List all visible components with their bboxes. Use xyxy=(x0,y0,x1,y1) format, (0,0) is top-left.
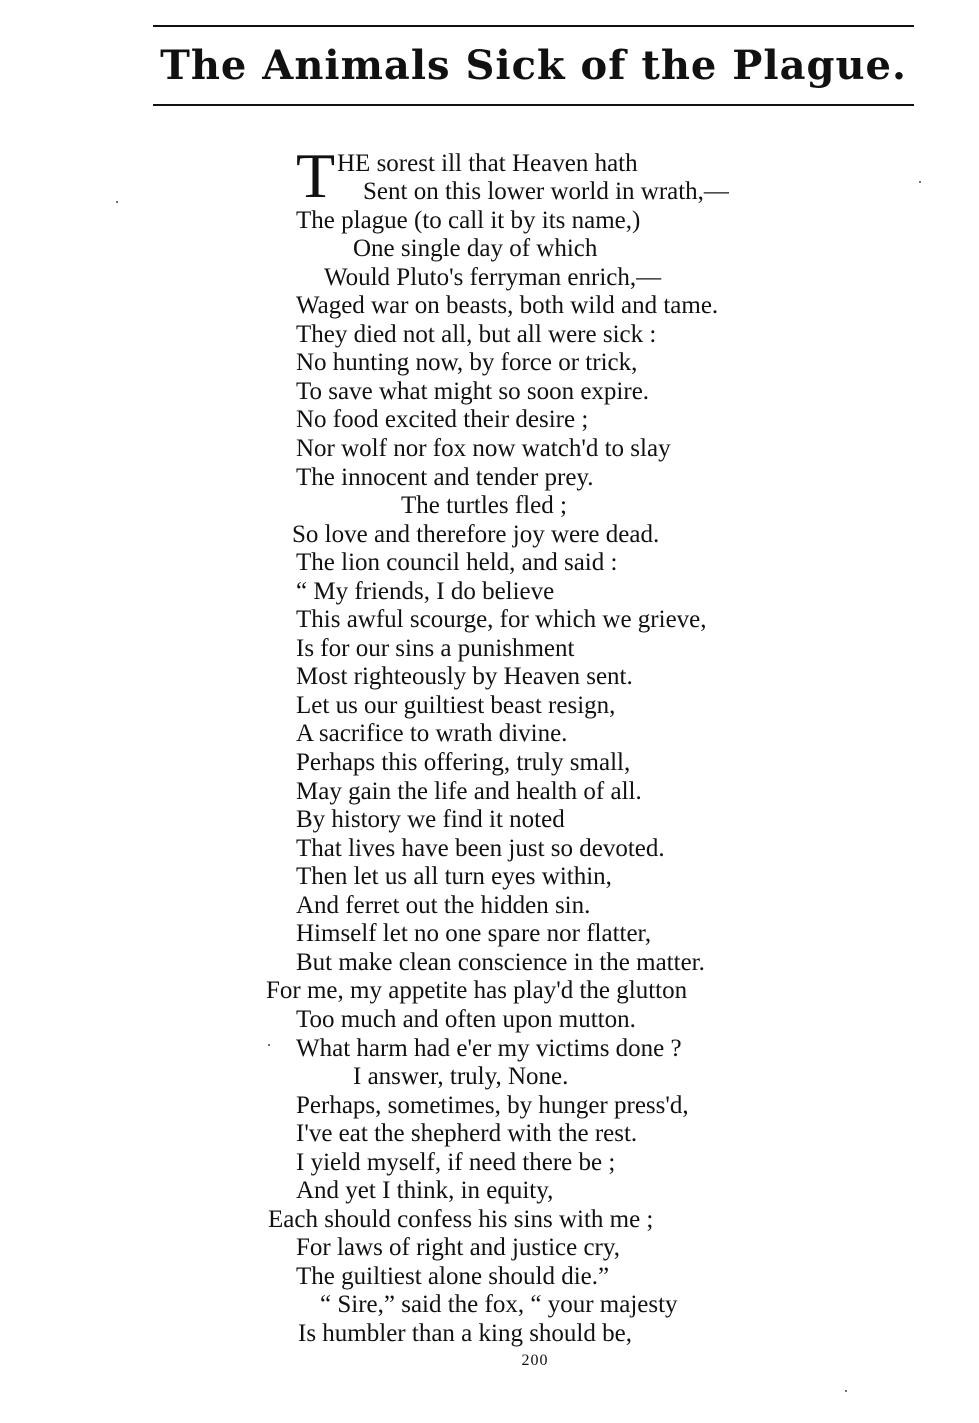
poem-line: “ Sire,” said the fox, “ your majesty xyxy=(320,1291,678,1319)
poem-line: And ferret out the hidden sin. xyxy=(296,891,591,919)
poem-line: Waged war on beasts, both wild and tame. xyxy=(296,292,719,320)
poem-line: Nor wolf nor fox now watch'd to slay xyxy=(296,434,671,462)
poem-line: For laws of right and justice cry, xyxy=(296,1234,620,1262)
poem-line: To save what might so soon expire. xyxy=(296,377,650,405)
poem-line: Let us our guiltiest beast resign, xyxy=(296,691,616,719)
poem-line: The turtles fled ; xyxy=(401,492,567,520)
poem-line: So love and therefore joy were dead. xyxy=(292,520,660,548)
poem-line: Perhaps, sometimes, by hunger press'd, xyxy=(296,1091,689,1119)
poem-line: The lion council held, and said : xyxy=(296,549,618,577)
page-number: 200 xyxy=(521,1352,549,1369)
poem-line: No hunting now, by force or trick, xyxy=(296,349,638,377)
poem-line: Is humbler than a king should be, xyxy=(298,1320,632,1347)
poem-line: They died not all, but all were sick : xyxy=(296,320,657,348)
page-title: The Animals Sick of the Plague. xyxy=(160,42,907,89)
scan-speck xyxy=(116,201,118,203)
poem-line: What harm had e'er my victims done ? xyxy=(296,1034,682,1062)
poem-line: Himself let no one spare nor flatter, xyxy=(296,920,652,948)
poem-line: “ My friends, I do believe xyxy=(296,577,555,605)
poem-line: Then let us all turn eyes within, xyxy=(296,863,612,891)
poem-line: I answer, truly, None. xyxy=(353,1063,569,1091)
scan-speck xyxy=(268,1044,270,1046)
poem-line: And yet I think, in equity, xyxy=(296,1177,554,1205)
poem-line: A sacrifice to wrath divine. xyxy=(296,720,568,748)
top-rule xyxy=(153,25,914,27)
poem-line: May gain the life and health of all. xyxy=(296,777,642,805)
poem-line: That lives have been just so devoted. xyxy=(296,834,665,862)
poem-line: Perhaps this offering, truly small, xyxy=(296,749,631,776)
poem-line: For me, my appetite has play'd the glutton xyxy=(266,977,688,1005)
bottom-rule xyxy=(153,104,914,106)
poem-line: Most righteously by Heaven sent. xyxy=(296,663,633,691)
poem-line: This awful scourge, for which we grieve, xyxy=(296,606,707,634)
poem-line: Too much and often upon mutton. xyxy=(296,1005,636,1033)
poem-line: Is for our sins a punishment xyxy=(296,634,575,662)
poem-line: The innocent and tender prey. xyxy=(296,463,594,491)
scan-speck xyxy=(845,1390,847,1392)
poem-line: By history we find it noted xyxy=(296,806,565,834)
poem-line: The guiltiest alone should die.” xyxy=(296,1262,610,1290)
poem-line: I yield myself, if need there be ; xyxy=(296,1148,616,1176)
poem-line: No food excited their desire ; xyxy=(296,406,589,434)
poem-line: Sent on this lower world in wrath,— xyxy=(363,178,729,205)
poem-line: The plague (to call it by its name,) xyxy=(296,206,641,234)
poem-line: Would Pluto's ferryman enrich,— xyxy=(324,263,662,291)
drop-cap: T xyxy=(296,140,336,211)
poem-line: But make clean conscience in the matter. xyxy=(296,948,705,976)
poem-first-line: HE sorest ill that Heaven hath xyxy=(337,150,638,177)
scan-speck xyxy=(919,181,921,183)
poem-line: Each should confess his sins with me ; xyxy=(268,1205,654,1233)
poem-line: I've eat the shepherd with the rest. xyxy=(296,1120,638,1148)
poem-line: One single day of which xyxy=(353,235,598,263)
